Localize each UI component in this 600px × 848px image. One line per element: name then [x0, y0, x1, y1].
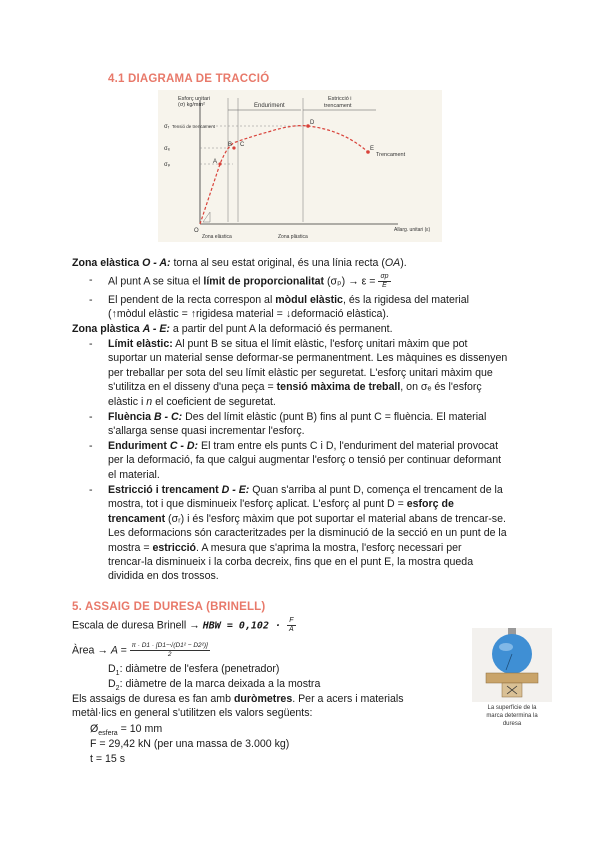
- bullet-dash: -: [89, 411, 93, 423]
- zona-plastica-paragraph: Zona plàstica A - E: a partir del punt A la deformació és permanent.: [72, 323, 393, 335]
- value-time: t = 15 s: [90, 753, 126, 765]
- brinell-scale-formula: Escala de duresa Brinell → HBW = 0,102 · $\frac{F}{A}$: [72, 617, 294, 633]
- bullet-dash: -: [89, 294, 93, 306]
- zone-label-enduriment: Enduriment: [254, 103, 285, 109]
- label-d: D: [310, 120, 315, 126]
- fraction-f-a: $\frac{F}{A}$: [289, 617, 294, 633]
- d2-definition: $D_2$: diàmetre de la marca deixada a la mostra: [108, 678, 321, 693]
- section-4-title: 4.1 DIAGRAMA DE TRACCIÓ: [108, 73, 270, 85]
- bullet-dash: -: [89, 338, 93, 350]
- illustration-caption: La superfície de la marca determina la duresa: [486, 705, 538, 727]
- bottom-label-elastica: Zona elàstica: [202, 234, 232, 240]
- zona-elastica-paragraph: Zona elàstica O - A: torna al seu estat original, és una línia recta (OA).: [72, 257, 407, 269]
- durometres-paragraph: Els assaigs de duresa es fan amb duròmetres. Per a acers i materials metàl·lics en general s'utilitzen els valors següents:: [72, 693, 404, 720]
- point-a: [218, 162, 221, 165]
- bottom-label-plastica: Zona plàstica: [278, 234, 308, 240]
- label-o: O: [194, 228, 199, 234]
- label-sigma-r: σᵣ: [164, 124, 170, 130]
- stress-strain-diagram: [158, 90, 442, 242]
- fraction-sigma-p-e: $\frac{\sigma p}{E}$: [380, 273, 389, 289]
- area-formula: Àrea → A = $\frac{\text{π · D1 · [D1−√(D1² − D2²)]}}{2}$: [72, 642, 208, 658]
- d1-definition: $D_1$: diàmetre de l'esfera (penetrador): [108, 663, 280, 678]
- bullet-dash: -: [89, 274, 93, 286]
- diagram-background: [158, 90, 442, 242]
- label-trencament: Trencament: [376, 152, 406, 158]
- value-esfera: $Ø_{esfera} = 10$ mm: [90, 723, 163, 738]
- ball-highlight: [499, 643, 513, 651]
- section-5-title: 5. ASSAIG DE DURESA (BRINELL): [72, 601, 266, 613]
- label-trencament-point: Tensió de trencament: [172, 124, 216, 129]
- x-axis-label: Allarg. unitari (ε): [394, 227, 431, 233]
- bullet-limit-elastic: Límit elàstic: Al punt B se situa el límit elàstic, l'esforç unitari màxim que pot suportar un material sense deformar-se permanentment. Les màquines es dissenyen per treballar per sota del seu límit elàstic per seguretat. L'esforç unitari màxim que s'utilitza en el disseny d'una peça = tensió màxima de treball, on σₑ és l'esforç elàstic i n el coeficient de seguretat.: [108, 338, 508, 408]
- label-e: E: [370, 146, 375, 152]
- y-axis-label-2: (σ) kg/mm²: [178, 102, 205, 108]
- value-force: F = 29,42 kN (per una massa de 3.000 kg): [90, 738, 290, 750]
- point-b: [232, 146, 235, 149]
- label-sigma-e: σₑ: [164, 146, 170, 152]
- label-sigma-p: σₚ: [164, 162, 171, 168]
- bullet-enduriment: Enduriment C - D: El tram entre els punts C i D, l'enduriment del material provocat per la deformació, fa que calgui augmentar l'esforç o tensió per continuar deformant el material.: [108, 440, 502, 481]
- brinell-illustration: [472, 628, 552, 702]
- label-c: C: [240, 142, 245, 148]
- zone-label-estriccio-1: Estricció i: [328, 96, 352, 102]
- fraction-area: $\frac{\text{π · D1 · [D1−√(D1² − D2²)]}}{2}$: [131, 642, 208, 658]
- bullet-estriccio: Estricció i trencament D - E: Quan s'arriba al punt D, comença el trencament de la mostra, tot i que disminueix l'esforç aplicat. L'esforç al punt D = esforç de trencament (σᵣ) i és l'esforç màxim que pot suportar el material abans de trencar-se. Les deformacions són caracteritzades per la disminució de la secció en un punt de la mostra = estricció. A mesura que s'aprima la mostra, l'esforç necessari per trencar-la disminueix i la corba decreix, fins que en el punt E, la mostra queda dividida en dos trossos.: [108, 484, 507, 583]
- label-a: A: [213, 159, 218, 165]
- bullet-limit-proporcionalitat: Al punt A se situa el límit de proporcionalitat (σₚ) → ε = $\frac{\sigma p}{E}$: [108, 273, 389, 289]
- label-b: B: [228, 142, 233, 148]
- bullet-fluencia: Fluència B - C: Des del límit elàstic (punt B) fins al punt C = fluència. El material s'allarga sense quasi incrementar l'esforç.: [108, 411, 487, 438]
- bullet-dash: -: [89, 440, 93, 452]
- bullet-dash: -: [89, 484, 93, 496]
- y-axis-label-1: Esforç unitari: [178, 96, 211, 102]
- zone-label-estriccio-2: trencament: [324, 103, 352, 109]
- test-block: [486, 673, 538, 683]
- bullet-modul-elastic: El pendent de la recta correspon al mòdul elàstic, és la rigidesa del material (↑mòdul elàstic = ↑rigidesa material = ↓deformació elàstica).: [108, 294, 469, 321]
